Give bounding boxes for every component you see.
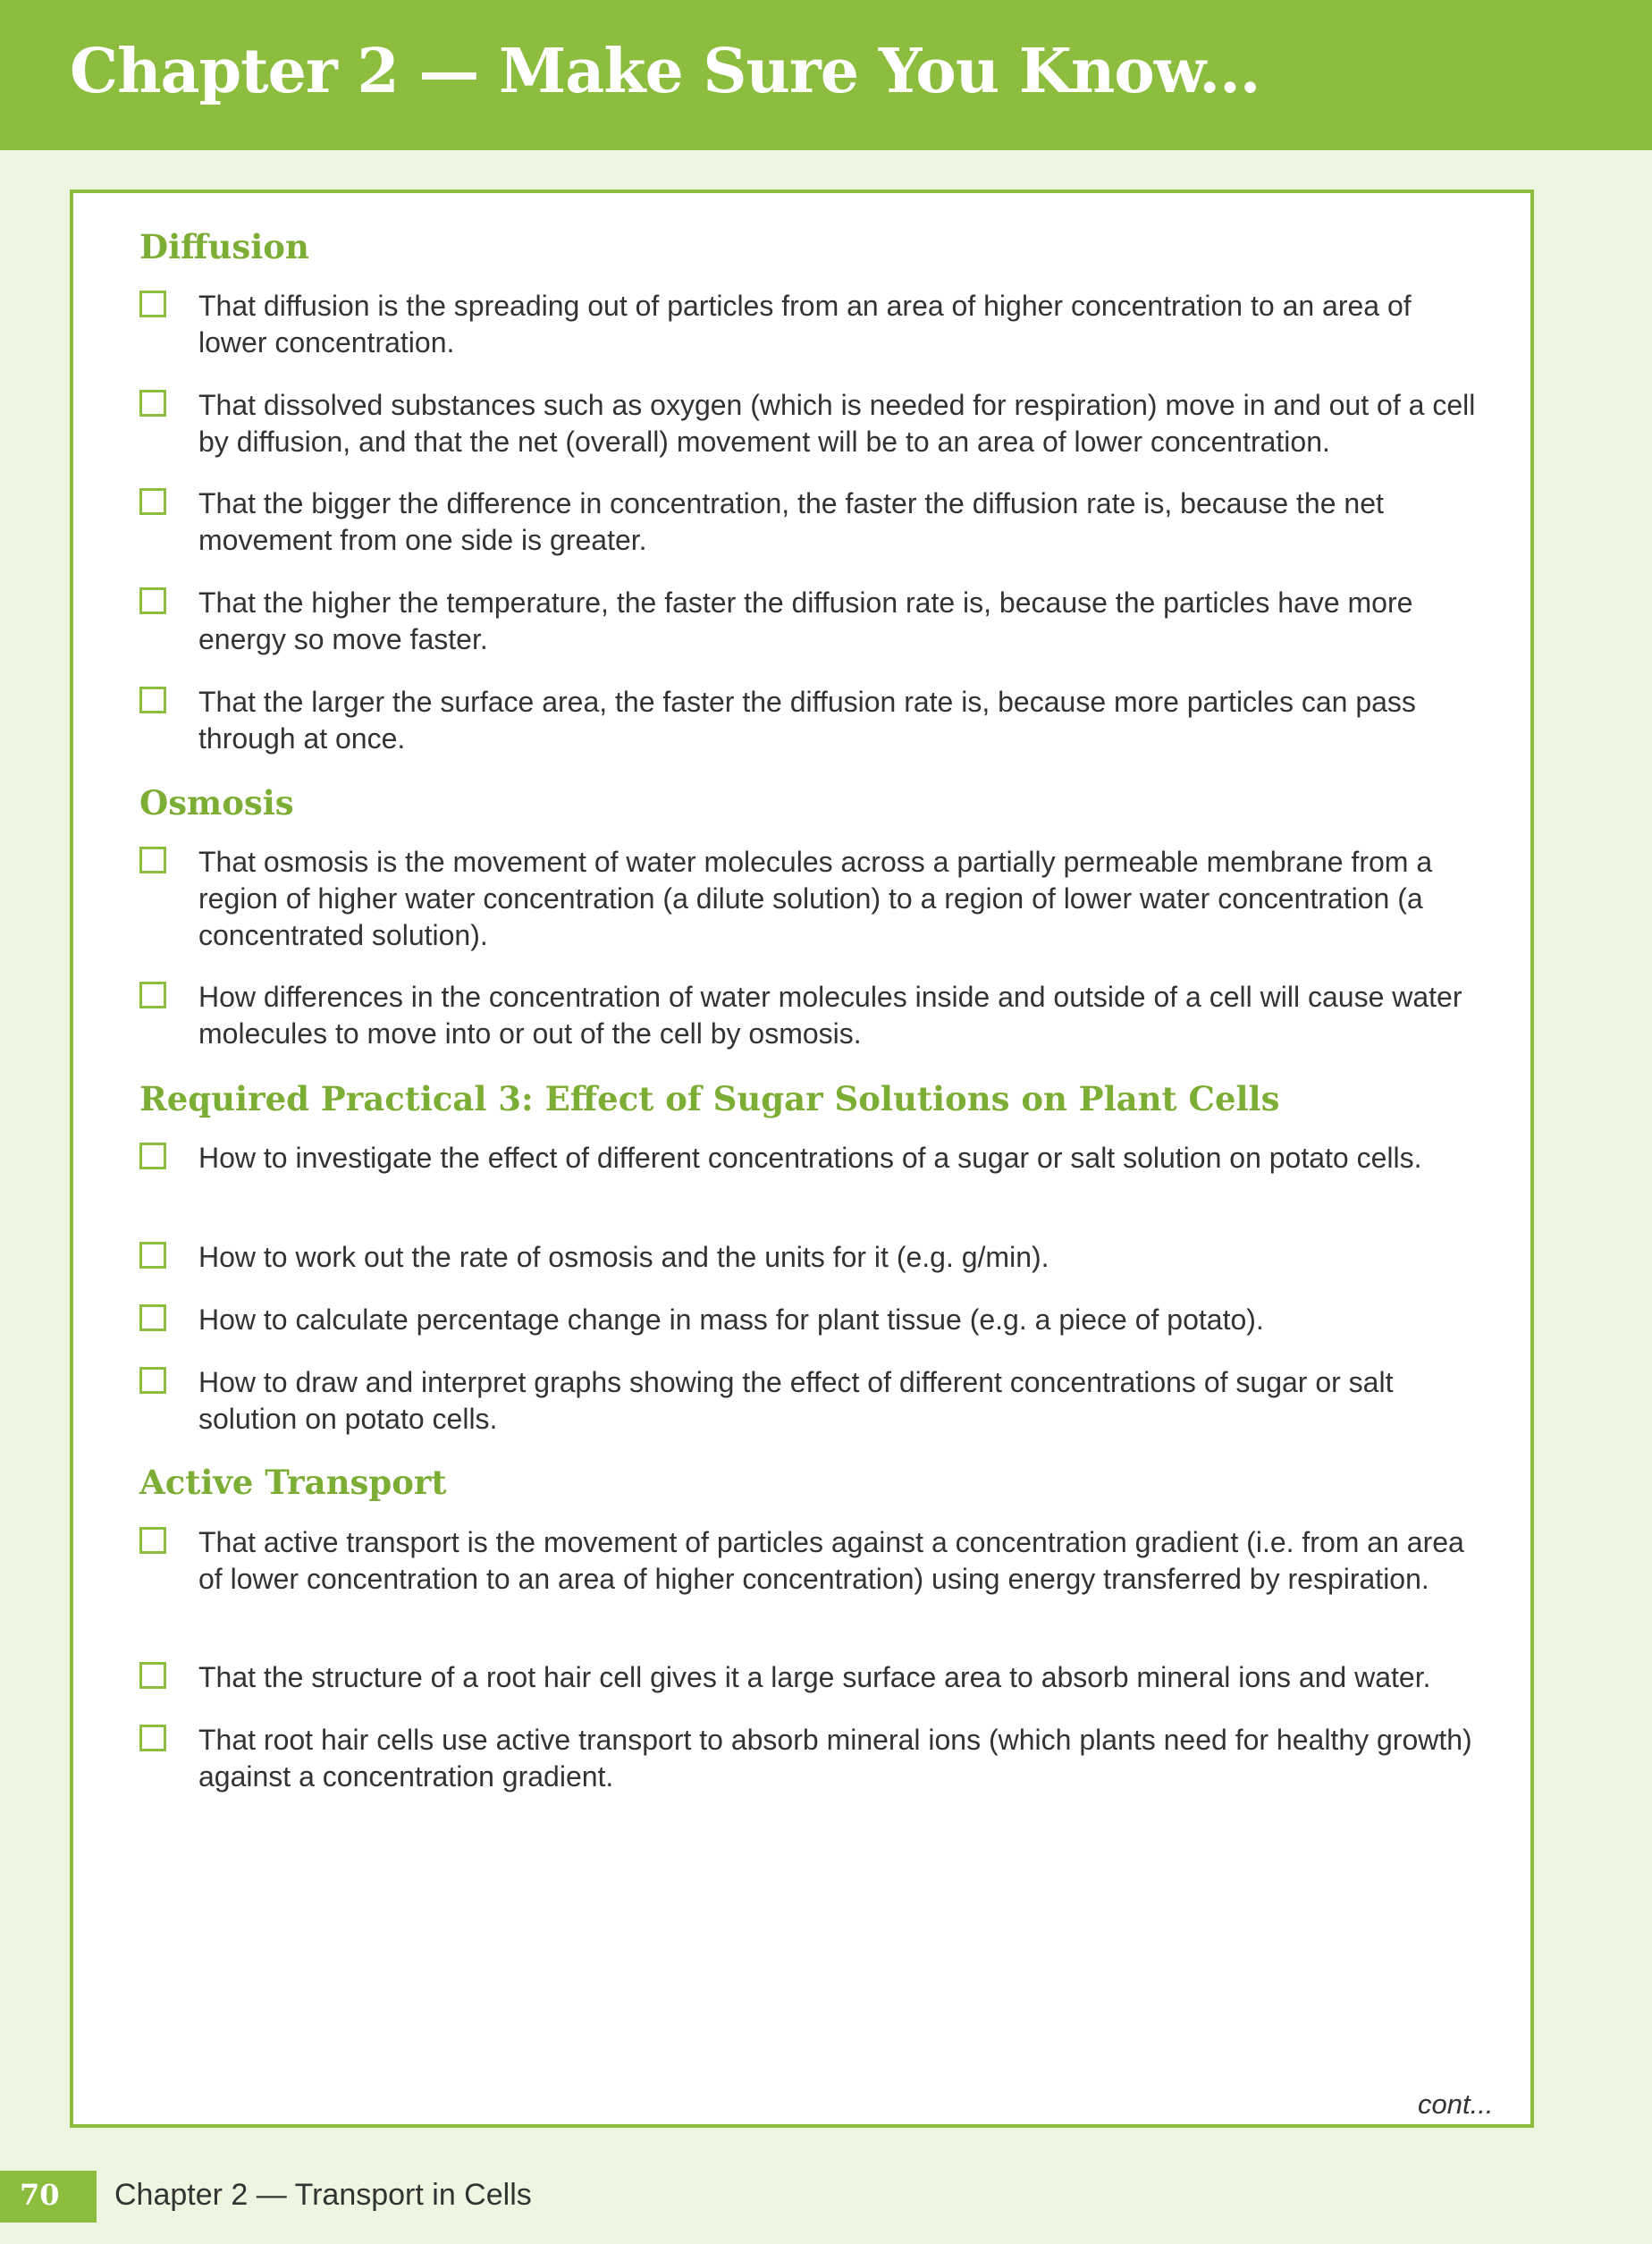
checklist-item: That the bigger the difference in concentration, the faster the diffusion rate is, because the net movement from one side is greater. xyxy=(139,485,1480,559)
section-heading-active-transport: Active Transport xyxy=(139,1463,447,1502)
page-number: 70 xyxy=(20,2178,60,2212)
checklist-item: How to draw and interpret graphs showing the effect of different concentrations of sugar or salt solution on potato cells. xyxy=(139,1364,1480,1438)
checkbox[interactable] xyxy=(139,587,166,614)
checkbox[interactable] xyxy=(139,1662,166,1689)
checklist-item: How differences in the concentration of water molecules inside and outside of a cell will cause water molecules to move into or out of the cell by osmosis. xyxy=(139,979,1480,1052)
running-footer: Chapter 2 — Transport in Cells xyxy=(114,2178,532,2212)
checklist-item: That root hair cells use active transport to absorb mineral ions (which plants need for healthy growth) against a concentration gradient. xyxy=(139,1722,1480,1795)
page-title: Chapter 2 — Make Sure You Know... xyxy=(70,36,1260,107)
checkbox[interactable] xyxy=(139,1527,166,1554)
section-heading-required-practical: Required Practical 3: Effect of Sugar Solutions on Plant Cells xyxy=(139,1079,1280,1118)
checklist-item: That osmosis is the movement of water molecules across a partially permeable membrane from a region of higher water concentration (a dilute solution) to a region of lower water concentration (a concentrated solution). xyxy=(139,844,1480,954)
section-heading-diffusion: Diffusion xyxy=(139,227,309,266)
checkbox[interactable] xyxy=(139,1242,166,1269)
checkbox[interactable] xyxy=(139,1725,166,1751)
checkbox[interactable] xyxy=(139,847,166,873)
page-number-tab xyxy=(0,2171,97,2223)
checklist-item: That dissolved substances such as oxygen (which is needed for respiration) move in and out of a cell by diffusion, and that the net (overall) movement will be to an area of lower concentration. xyxy=(139,387,1480,460)
checklist-item: That the larger the surface area, the faster the diffusion rate is, because more particles can pass through at once. xyxy=(139,684,1480,757)
checkbox[interactable] xyxy=(139,291,166,317)
checkbox[interactable] xyxy=(139,488,166,515)
checklist-item: That active transport is the movement of particles against a concentration gradient (i.e. from an area of lower concentration to an area of higher concentration) using energy transferred by respiration. xyxy=(139,1524,1480,1598)
checklist-item: How to work out the rate of osmosis and the units for it (e.g. g/min). xyxy=(139,1239,1480,1276)
checklist-item: That the structure of a root hair cell gives it a large surface area to absorb mineral ions and water. xyxy=(139,1659,1480,1696)
checkbox[interactable] xyxy=(139,687,166,713)
checklist-item: That diffusion is the spreading out of particles from an area of higher concentration to an area of lower concentration. xyxy=(139,288,1480,361)
checkbox[interactable] xyxy=(139,390,166,417)
checkbox[interactable] xyxy=(139,982,166,1008)
section-heading-osmosis: Osmosis xyxy=(139,783,294,823)
checkbox[interactable] xyxy=(139,1367,166,1394)
checklist-item: How to calculate percentage change in mass for plant tissue (e.g. a piece of potato). xyxy=(139,1302,1480,1338)
continuation-note: cont... xyxy=(1418,2088,1494,2120)
checklist-item: How to investigate the effect of different concentrations of a sugar or salt solution on potato cells. xyxy=(139,1140,1480,1177)
checkbox[interactable] xyxy=(139,1143,166,1169)
checklist-item: That the higher the temperature, the faster the diffusion rate is, because the particles have more energy so move faster. xyxy=(139,585,1480,658)
checkbox[interactable] xyxy=(139,1304,166,1331)
